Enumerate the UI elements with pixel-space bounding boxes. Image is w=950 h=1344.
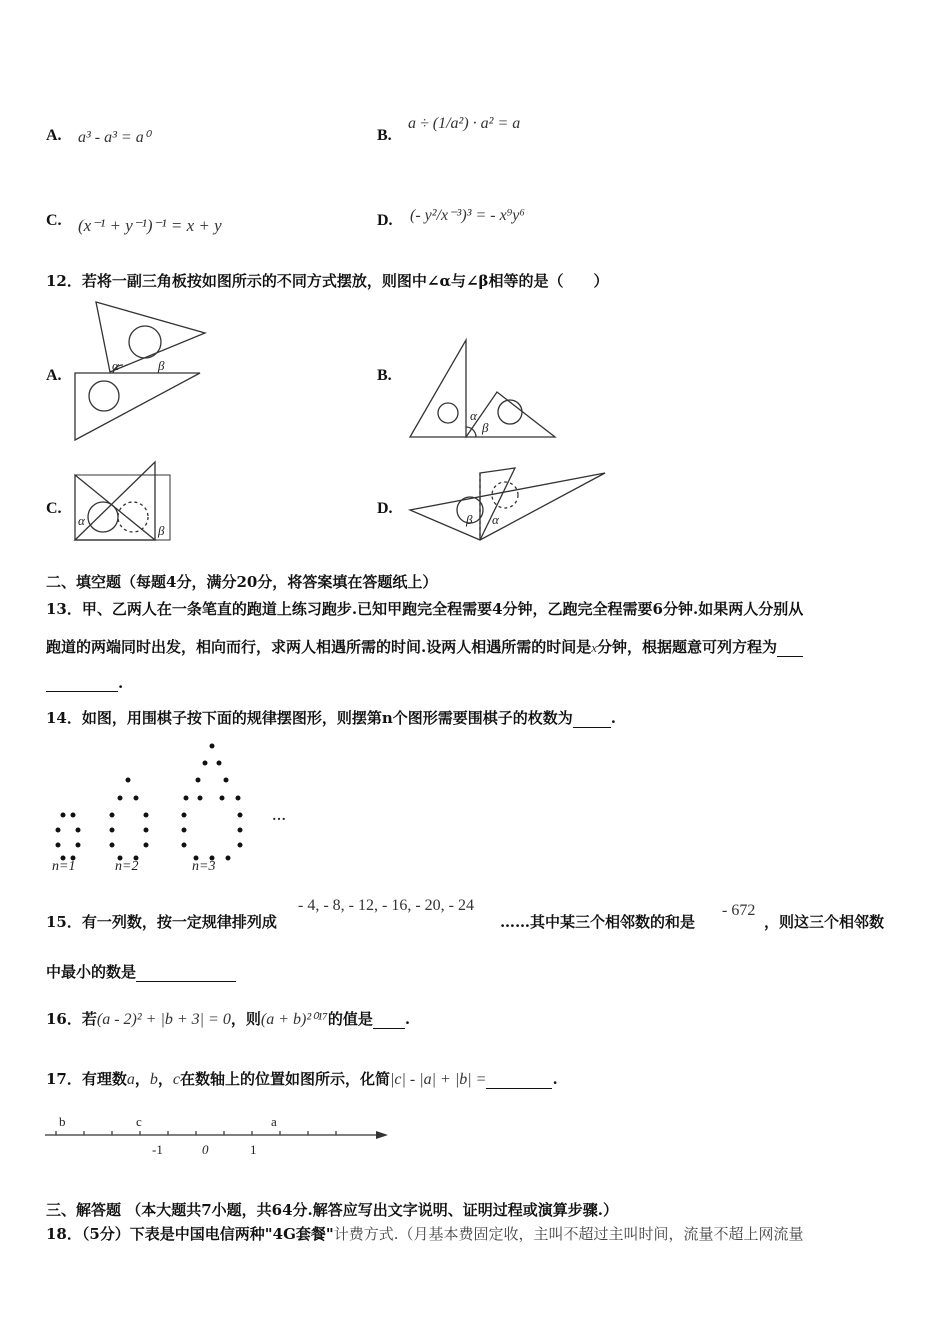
q12-option-a: A. [46, 367, 62, 384]
tick-0: 0 [202, 1142, 209, 1157]
option-d-formula: (- y²/x⁻³)³ = - x⁹y⁶ [410, 207, 525, 224]
option-b-label: B. [377, 127, 392, 144]
point-c: c [136, 1114, 142, 1129]
fig-c-beta: β [158, 523, 165, 538]
q15-line2: 中最小的数是 [46, 961, 236, 982]
figure-label-n1: n=1 [52, 859, 76, 874]
option-a-label: A. [46, 127, 62, 144]
fig-d-alpha: α [492, 512, 499, 527]
q13-answer-blank[interactable]: . [46, 674, 123, 692]
fig-a-alpha: α [112, 358, 119, 373]
q13-line2: 跑道的两端同时出发，相向而行，求两人相遇所需的时间.设两人相遇所需的时间是x分钟，根据题意可列方程为 [46, 636, 803, 657]
figure-label-n2: n=2 [115, 859, 139, 874]
q15-sequence: - 4, - 8, - 12, - 16, - 20, - 24 [298, 897, 474, 914]
fig-b-beta: β [482, 420, 489, 435]
q12-text: 12．若将一副三角板按如图所示的不同方式摆放，则图中∠α与∠β相等的是（ ） [46, 272, 609, 290]
option-d-label: D. [377, 212, 393, 229]
option-c-formula: (x⁻¹ + y⁻¹)⁻¹ = x + y [78, 216, 222, 235]
q15-sum: - 672 [722, 902, 756, 919]
q12-option-b: B. [377, 367, 392, 384]
fig-a-beta: β [158, 358, 165, 373]
q16: 16．若(a - 2)² + |b + 3| = 0，则(a + b)²⁰¹⁷的值是 . [46, 1010, 411, 1028]
section-2-heading: 二、填空题（每题4分，满分20分，将答案填在答题纸上） [46, 573, 438, 591]
q18: 18．（5分）下表是中国电信两种"4G套餐"计费方式.（月基本费固定收，主叫不超过主叫时间，流量不超上网流量 [46, 1225, 804, 1243]
fig-c-alpha: α [78, 513, 85, 528]
option-c-label: C. [46, 212, 62, 229]
option-b-formula: a ÷ (1/a²) · a² = a [408, 115, 521, 132]
q17: 17．有理数a，b，c在数轴上的位置如图所示，化简|c| - |a| + |b| = . [46, 1070, 558, 1088]
q15-suffix: ，则这三个相邻数 [764, 913, 885, 931]
fig-d-beta: β [466, 512, 473, 527]
q12-option-c: C. [46, 500, 62, 517]
figure-label-n3: n=3 [192, 859, 216, 874]
tick-1: 1 [250, 1142, 257, 1157]
point-a: a [271, 1114, 277, 1129]
tick-neg1: -1 [152, 1142, 163, 1157]
option-a-formula: a³ - a³ = a⁰ [78, 129, 151, 146]
point-b: b [59, 1114, 66, 1129]
q15-prefix: 15．有一列数，按一定规律排列成 [46, 913, 277, 931]
q12-option-d: D. [377, 500, 393, 517]
q14-text: 14．如图，用围棋子按下面的规律摆图形，则摆第n个图形需要围棋子的枚数为 . [46, 709, 617, 727]
fig-b-alpha: α [470, 408, 477, 423]
ellipsis: … [272, 809, 286, 824]
q13-line1: 13．甲、乙两人在一条笔直的跑道上练习跑步.已知甲跑完全程需要4分钟，乙跑完全程需要6分钟.如果两人分别从 [46, 600, 804, 618]
q15-middle: ……其中某三个相邻数的和是 [500, 913, 696, 931]
section-3-heading: 三、解答题 （本大题共7小题，共64分.解答应写出文字说明、证明过程或演算步骤.） [46, 1201, 618, 1219]
